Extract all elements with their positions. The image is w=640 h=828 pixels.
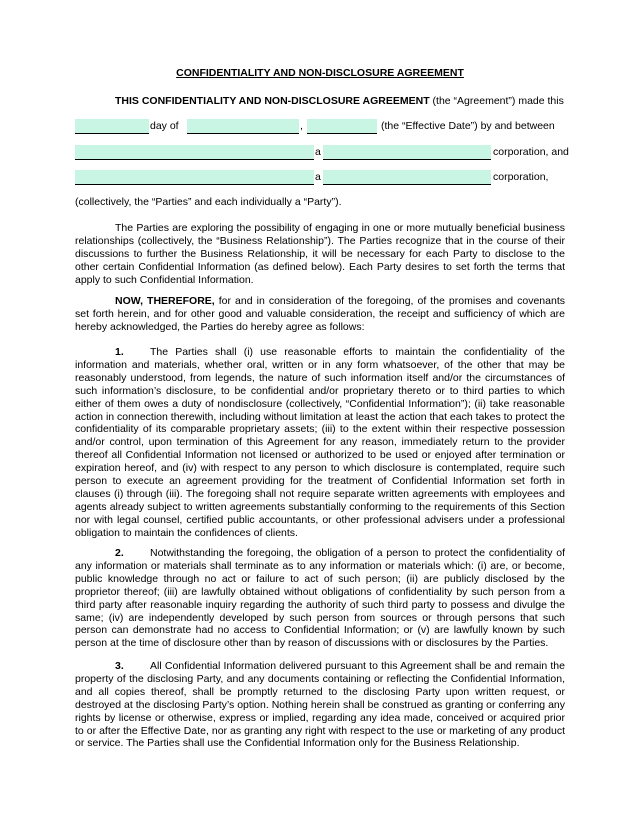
corporation-and-label: corporation, and [493,146,569,158]
day-of-label: day of [150,120,179,132]
section-3-text: All Confidential Information delivered pursuant to this Agreement shall be and remain the property of the disclosing Party, and any documents containing or reflecting the Confidential Information, and all copies thereof, shall be promptly returned to the disclosing Party upon written request, or destroyed at the disclosing Party’s option. Nothing herein shall be construed as granting or conferring any rights by license or otherwise, express or implied, regarding any idea made, conceived or acquired prior to or after the Effective Date, nor as granting any right with respect to the use or marketing of any product or service. The Parties shall use the Confidential Information only for the Business Relationship. [75,660,565,750]
now-therefore-text: for and in consideration of the foregoing, of the promises and covenants set forth herein, and for other good and valuable consideration, the receipt and sufficiency of which are hereby acknowledged, the Parties do hereby agree as follows: [75,295,565,333]
party-two-name-field[interactable] [75,170,314,185]
collectively-text: (collectively, the “Parties” and each individually a “Party”). [75,196,342,208]
intro-made-this: (the “Agreement”) made this [432,95,564,107]
party-one-name-field[interactable] [75,145,314,160]
section-1 [75,346,565,540]
party-two-state-field[interactable] [323,170,491,185]
section-3-number: 3. [115,660,124,672]
day-field[interactable] [75,119,149,134]
recital-text: The Parties are exploring the possibility of engaging in one or more mutually beneficial business relationships (collectively, the “Business Relationship”). The Parties recognize that in the course of their discussions to further the Business Relationship, it will be necessary for each Party to disclose to the other certain Confidential Information (as defined below). Each Party desires to set forth the terms that apply to such Confidential Information. [75,222,565,286]
document-title: CONFIDENTIALITY AND NON-DISCLOSURE AGREEMENT [176,67,464,79]
section-3 [75,660,565,750]
section-2-number: 2. [115,547,124,559]
now-therefore-paragraph [75,295,565,334]
party-one-state-field[interactable] [323,145,491,160]
now-therefore-bold: NOW, THEREFORE, [115,295,215,307]
month-field[interactable] [187,119,299,134]
year-field[interactable] [307,119,377,134]
corporation-label: corporation, [493,171,549,183]
intro-line-1 [115,95,564,108]
section-2 [75,547,565,650]
section-1-text: The Parties shall (i) use reasonable efforts to maintain the confidentiality of the information and materials, whether oral, written or in any form whatsoever, of the other that may be reasonably understood, from legends, the nature of such information itself and/or the circumstances of such information’s disclosure, to be confidential and/or proprietary thereto or to third parties to which either of them owes a duty of nondisclosure (collectively, “Confidential Information”); (ii) take reasonable action in connection therewith, including without limitation at least the action that each takes to protect the confidentiality of its comparable proprietary assets; (iii) to the extent within their respective possession and/or control, upon termination of this Agreement for any reason, immediately return to the provider thereof all Confidential Information not licensed or authorized to be used or enjoyed after termination or expiration hereof, and (iv) with respect to any person to which disclosure is contemplated, require such person to execute an agreement providing for the treatment of Confidential Information set forth in clauses (i) through (iii). The foregoing shall not require separate written agreements with employees and agents already subject to written agreements substantially conforming to the requirements of this Section nor with legal counsel, certified public accountants, or other professional advisers under a professional obligation to maintain the confidences of clients. [75,346,565,539]
section-2-text: Notwithstanding the foregoing, the obligation of a person to protect the confidentiality of any information or materials shall terminate as to any information or materials which: (i) are, or become, public knowledge through no act or failure to act of such person; (ii) are publicly disclosed by the proprietor thereof; (iii) are lawfully obtained without obligations of confidentiality by such person from a third party after reasonable inquiry regarding the authority of such third party to possess and divulge the same; (iv) are independently developed by such person from sources or through persons that such person can demonstrate had no access to Confidential Information; or (v) are lawfully known by such person at the time of disclosure other than by reason of discussions with or disclosures by the Parties. [75,547,565,650]
section-1-number: 1. [115,346,124,358]
recital-paragraph [75,222,565,287]
a-label-1: a [315,146,321,158]
effective-date-label: (the “Effective Date”) by and between [381,120,555,132]
comma-label: , [300,120,303,132]
a-label-2: a [315,171,321,183]
intro-bold-title: THIS CONFIDENTIALITY AND NON-DISCLOSURE AGREEMENT [115,95,430,107]
